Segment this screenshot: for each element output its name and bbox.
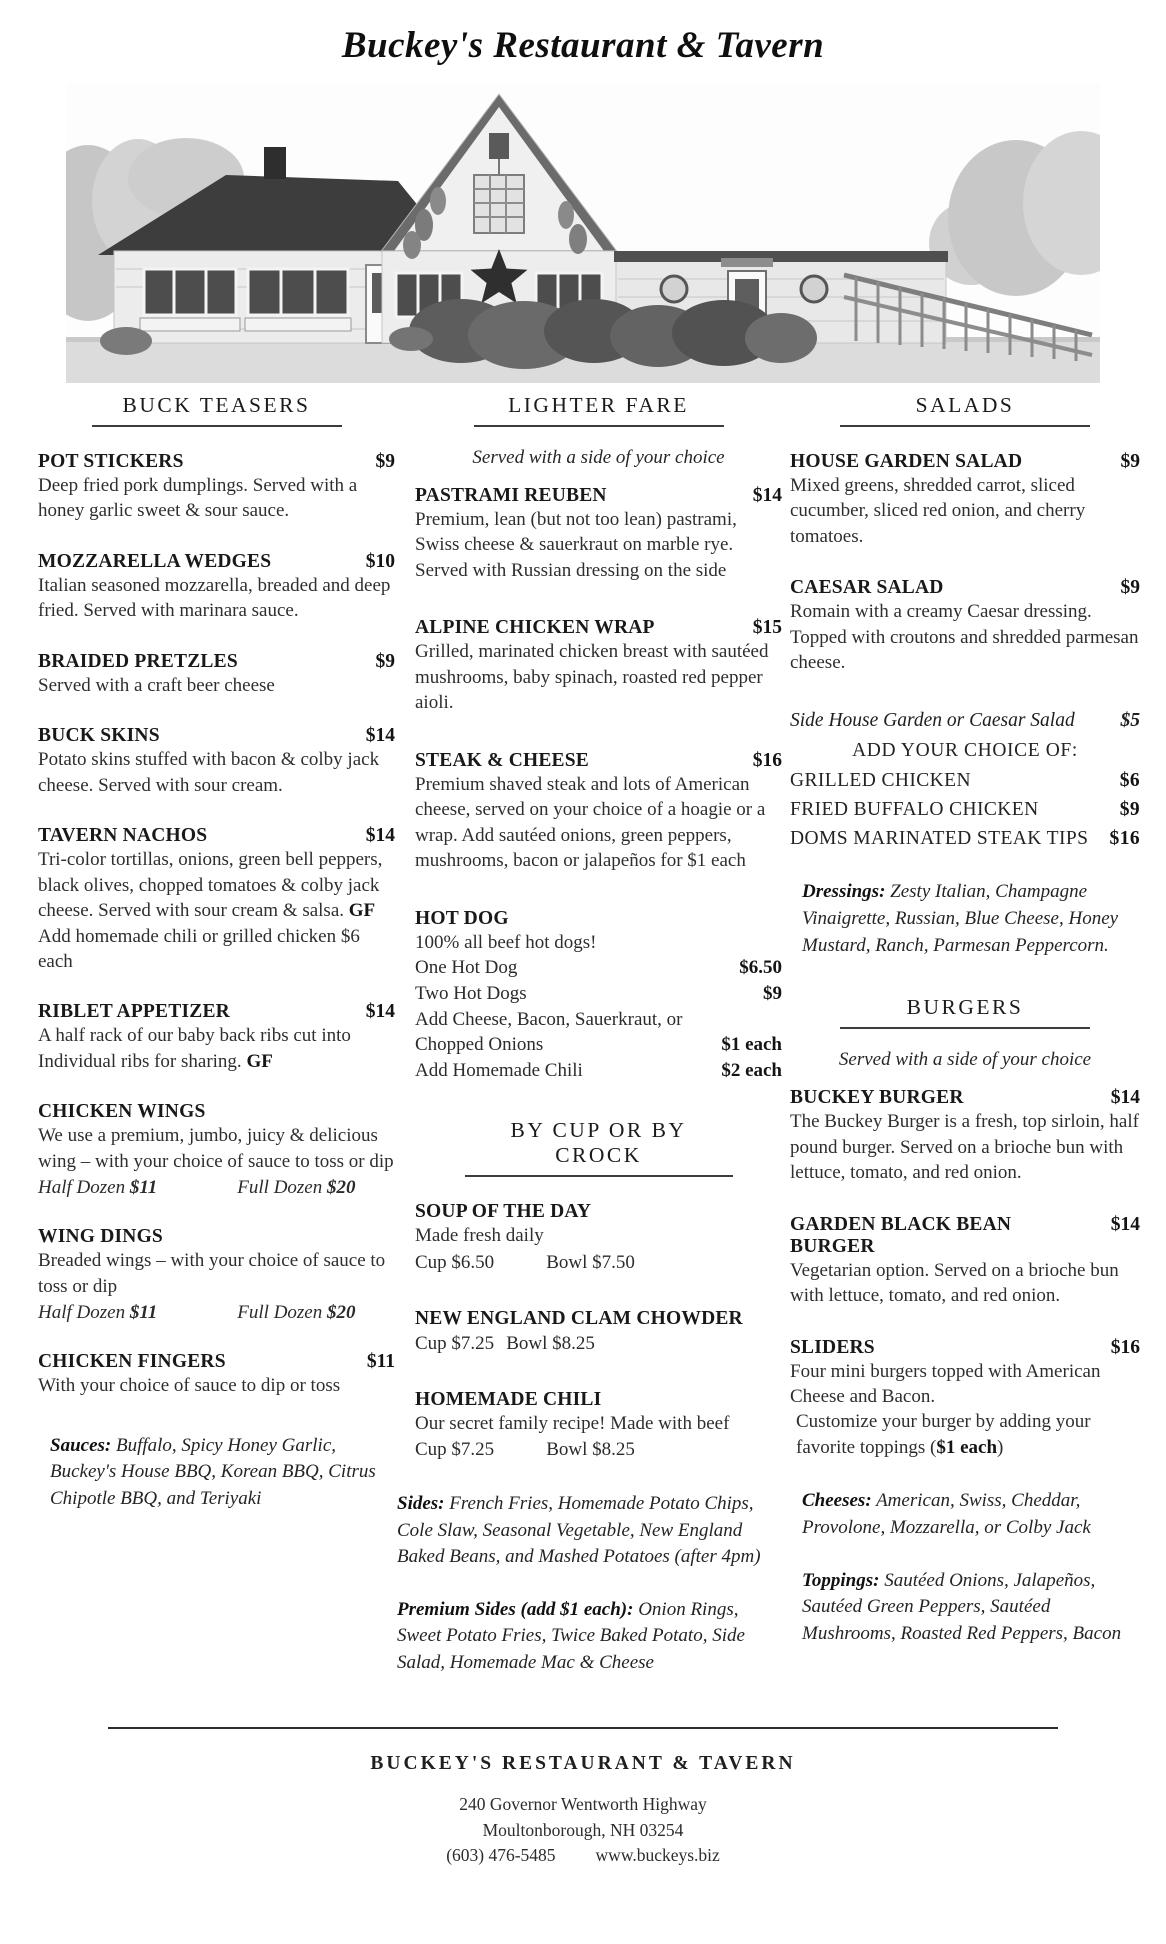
menu-item-buck-skins [38, 725, 395, 798]
size-price: $11 [129, 1302, 158, 1324]
item-price: $16 [752, 749, 782, 771]
bowl-price: Bowl $8.25 [506, 1332, 595, 1354]
item-price: $14 [365, 825, 395, 847]
sides-label: Sides: [397, 1493, 445, 1515]
cup-bowl-prices [415, 1252, 782, 1274]
item-name: NEW ENGLAND CLAM CHOWDER [415, 1307, 743, 1329]
menu-item-buckey-burger [790, 1087, 1140, 1185]
item-price: $14 [1110, 1087, 1140, 1109]
section-header-by-cup-or-crock: BY CUP OR BY CROCK [465, 1118, 733, 1177]
size-label: Half Dozen [38, 1177, 126, 1199]
item-desc: The Buckey Burger is a fresh, top sirloin, half pound burger. Served on a brioche bun with lettuce, tomato, and red onion. [790, 1111, 1139, 1184]
item-name: SOUP OF THE DAY [415, 1201, 592, 1223]
item-name: BRAIDED PRETZLES [38, 650, 238, 672]
menu-item-house-garden-salad [790, 451, 1140, 549]
menu-item-caesar-salad [790, 577, 1140, 675]
item-desc: Vegetarian option. Served on a brioche bun with lettuce, tomato, and red onion. [790, 1259, 1119, 1307]
item-price: $9 [375, 451, 395, 472]
menu-columns [0, 393, 1166, 1677]
item-name: BUCK SKINS [38, 725, 160, 747]
item-name: WING DINGS [38, 1226, 163, 1248]
item-desc [38, 1023, 395, 1074]
add-on-row [790, 795, 1140, 824]
toppings-text: Sautéed Onions, Jalapeños, Sautéed Green Peppers, Sautéed Mushrooms, Roasted Red Peppers, Bacon [802, 1569, 1122, 1644]
item-desc: Premium shaved steak and lots of American cheese, served on your choice of a hoagie or a wrap. Add sautéed onions, green peppers, mushrooms, bacon or jalapeños for $1 each [415, 773, 766, 872]
add-on-label: DOMS MARINATED STEAK TIPS [790, 828, 1089, 850]
menu-item-homemade-chili [415, 1389, 782, 1461]
footer-website: www.buckeys.biz [595, 1844, 720, 1865]
item-desc: Grilled, marinated chicken breast with sautéed mushrooms, baby spinach, roasted red pepper aioli. [415, 641, 769, 714]
footer-contact [0, 1845, 1166, 1866]
column-buck-teasers [38, 393, 395, 1512]
item-desc-text: Add homemade chili or grilled chicken $6 each [38, 925, 360, 972]
full-dozen-option [237, 1302, 355, 1324]
item-price: $16 [1110, 1336, 1140, 1358]
item-desc: Served with a craft beer cheese [38, 674, 275, 696]
dressings-label: Dressings: [802, 881, 886, 903]
item-name: STEAK & CHEESE [415, 749, 590, 771]
column-lighter-fare [397, 393, 782, 1677]
option-label: Add Cheese, Bacon, Sauerkraut, or Chopped Onions [415, 1008, 683, 1056]
cheeses-note [790, 1488, 1140, 1541]
item-desc: Premium, lean (but not too lean) pastrami, Swiss cheese & sauerkraut on marble rye. Served with Russian dressing on the side [415, 509, 737, 581]
item-price: $11 [366, 1351, 395, 1373]
item-name: TAVERN NACHOS [38, 825, 208, 847]
add-on-row [790, 824, 1140, 853]
footer-divider [108, 1727, 1058, 1729]
full-dozen-option [237, 1177, 355, 1199]
section-header-buck-teasers: BUCK TEASERS [92, 393, 342, 427]
menu-item-wing-dings [38, 1226, 395, 1324]
item-name: GARDEN BLACK BEAN BURGER [790, 1213, 1012, 1257]
footer-address [0, 1791, 1166, 1844]
dressings-text: Zesty Italian, Champagne Vinaigrette, Russian, Blue Cheese, Honey Mustard, Ranch, Parmesan Peppercorn. [802, 881, 1119, 956]
item-desc-text: Tri-color tortillas, onions, green bell peppers, black olives, chopped tomatoes & colby jack cheese. Served with sour cream & salsa. [38, 849, 383, 922]
item-desc: Potato skins stuffed with bacon & colby jack cheese. Served with sour cream. [38, 749, 380, 796]
item-name: HOMEMADE CHILI [415, 1388, 602, 1410]
menu-item-steak-and-cheese [415, 750, 782, 874]
menu-item-hot-dog [415, 908, 782, 1085]
hot-dog-option [415, 1007, 782, 1059]
item-desc: Our secret family recipe! Made with beef [415, 1412, 730, 1434]
burgers-note: Served with a side of your choice [838, 1049, 1092, 1071]
item-desc: Breaded wings – with your choice of sauce to toss or dip [38, 1250, 386, 1297]
item-name: RIBLET APPETIZER [38, 1001, 230, 1023]
section-header-lighter-fare: LIGHTER FARE [474, 393, 724, 427]
cheeses-label: Cheeses: [802, 1490, 872, 1512]
item-price: $9 [375, 650, 395, 672]
item-name: ALPINE CHICKEN WRAP [415, 617, 655, 639]
item-name: SLIDERS [790, 1336, 875, 1358]
item-price: $14 [1110, 1213, 1140, 1235]
hot-dog-option [415, 1058, 782, 1084]
sauces-note [38, 1433, 395, 1513]
add-on-price: $9 [1119, 798, 1140, 820]
section-header-burgers: BURGERS [840, 995, 1090, 1029]
hot-dog-option [415, 981, 782, 1007]
item-price: $14 [752, 485, 782, 506]
menu-page [0, 24, 1166, 1944]
menu-item-chicken-fingers [38, 1351, 395, 1398]
cheeses-text: American, Swiss, Cheddar, Provolone, Mozzarella, or Colby Jack [802, 1490, 1091, 1538]
size-label: Full Dozen [237, 1177, 323, 1199]
footer-address-line2: Moultonborough, NH 03254 [482, 1820, 684, 1841]
item-desc-text: A half rack of our baby back ribs cut into Individual ribs for sharing. [38, 1025, 351, 1072]
bowl-price: Bowl $8.25 [546, 1439, 635, 1461]
option-label: One Hot Dog [415, 956, 518, 978]
size-price: $20 [327, 1302, 356, 1324]
menu-item-pot-stickers [38, 451, 395, 524]
premium-sides-note [397, 1597, 782, 1677]
size-label: Half Dozen [38, 1302, 126, 1324]
item-price: $14 [365, 725, 395, 747]
sauces-text: Buffalo, Spicy Honey Garlic, Buckey's House BBQ, Korean BBQ, Citrus Chipotle BBQ, and Teriyaki [50, 1434, 376, 1509]
item-desc: Deep fried pork dumplings. Served with a honey garlic sweet & sour sauce. [38, 475, 358, 522]
item-desc: We use a premium, jumbo, juicy & delicious wing – with your choice of sauce to toss or dip [38, 1125, 394, 1172]
side-salad-label: Side House Garden or Caesar Salad [790, 709, 1075, 731]
cup-bowl-prices [415, 1439, 782, 1461]
add-on-label: GRILLED CHICKEN [790, 769, 971, 791]
lighter-fare-note: Served with a side of your choice [472, 447, 725, 468]
item-name: POT STICKERS [38, 451, 184, 472]
add-on-row [790, 766, 1140, 795]
customize-price: $1 each [936, 1436, 998, 1458]
premium-sides-text: Onion Rings, Sweet Potato Fries, Twice Baked Potato, Side Salad, Homemade Mac & Cheese [397, 1598, 745, 1673]
menu-item-clam-chowder [415, 1308, 782, 1355]
add-on-price: $6 [1119, 769, 1140, 791]
gluten-free-badge: GF [348, 900, 376, 922]
menu-item-alpine-chicken-wrap [415, 617, 782, 715]
footer-restaurant-name: BUCKEY'S RESTAURANT & TAVERN [370, 1753, 796, 1774]
half-dozen-option [38, 1302, 157, 1324]
item-desc-customize [790, 1409, 1140, 1460]
item-name: CHICKEN WINGS [38, 1101, 206, 1123]
sides-text: French Fries, Homemade Potato Chips, Cole Slaw, Seasonal Vegetable, New England Baked Beans, and Mashed Potatoes (after 4pm) [397, 1493, 761, 1568]
column-salads-burgers [790, 393, 1140, 1647]
menu-item-braided-pretzles [38, 651, 395, 698]
item-desc: Made fresh daily [415, 1225, 544, 1247]
item-size-prices [38, 1177, 395, 1199]
option-label: Two Hot Dogs [415, 982, 527, 1004]
side-salad-price: $5 [1120, 709, 1140, 731]
item-desc: Mixed greens, shredded carrot, sliced cucumber, sliced red onion, and cherry tomatoes. [790, 475, 1086, 547]
item-price: $15 [752, 617, 782, 639]
add-choice-heading: ADD YOUR CHOICE OF: [852, 739, 1078, 761]
cup-price: Cup $7.25 [415, 1439, 495, 1461]
sides-note [397, 1491, 782, 1571]
hot-dog-option [415, 955, 782, 981]
item-desc: 100% all beef hot dogs! [415, 931, 597, 953]
menu-item-mozzarella-wedges [38, 551, 395, 624]
footer-phone: (603) 476-5485 [446, 1844, 556, 1865]
item-name: HOUSE GARDEN SALAD [790, 451, 1023, 472]
page-title: Buckey's Restaurant & Tavern [341, 25, 825, 66]
menu-item-riblet-appetizer [38, 1001, 395, 1074]
menu-item-garden-black-bean-burger [790, 1214, 1140, 1309]
cup-bowl-prices [415, 1333, 782, 1355]
item-name: HOT DOG [415, 907, 509, 929]
item-desc: Romain with a creamy Caesar dressing. Topped with croutons and shredded parmesan cheese. [790, 601, 1139, 674]
menu-item-tavern-nachos [38, 825, 395, 974]
menu-item-pastrami-reuben [415, 485, 782, 583]
item-desc [38, 847, 395, 974]
item-price: $10 [365, 550, 395, 572]
restaurant-photo [66, 83, 1100, 383]
sauces-label: Sauces: [50, 1434, 112, 1456]
footer [0, 1727, 1166, 1944]
item-name: CHICKEN FINGERS [38, 1351, 226, 1373]
option-label: Add Homemade Chili [415, 1060, 583, 1082]
item-price: $14 [365, 1001, 395, 1023]
item-desc: Italian seasoned mozzarella, breaded and deep fried. Served with marinara sauce. [38, 574, 391, 622]
option-price: $9 [763, 982, 782, 1004]
gluten-free-badge: GF [246, 1050, 273, 1072]
item-desc: Four mini burgers topped with American Cheese and Bacon. [790, 1360, 1101, 1407]
option-price: $6.50 [739, 956, 782, 978]
item-name: MOZZARELLA WEDGES [38, 550, 272, 572]
premium-sides-label: Premium Sides (add $1 each): [397, 1598, 634, 1620]
footer-address-line1: 240 Governor Wentworth Highway [459, 1794, 707, 1814]
section-header-salads: SALADS [840, 393, 1090, 427]
bowl-price: Bowl $7.50 [546, 1251, 635, 1273]
add-on-price: $16 [1109, 828, 1140, 850]
side-salad-row [790, 710, 1140, 732]
menu-item-soup-of-the-day [415, 1201, 782, 1273]
size-label: Full Dozen [237, 1302, 323, 1324]
menu-item-chicken-wings [38, 1101, 395, 1199]
menu-item-sliders [790, 1337, 1140, 1461]
item-name: CAESAR SALAD [790, 577, 944, 599]
size-price: $11 [129, 1177, 158, 1199]
add-on-label: FRIED BUFFALO CHICKEN [790, 798, 1039, 820]
item-price: $9 [1120, 451, 1140, 472]
item-name: BUCKEY BURGER [790, 1087, 964, 1109]
size-price: $20 [327, 1177, 356, 1199]
item-size-prices [38, 1302, 395, 1324]
option-price: $2 each [721, 1060, 782, 1082]
customize-text-close: ) [997, 1436, 1004, 1458]
cup-price: Cup $7.25 [415, 1332, 495, 1354]
dressings-note [790, 879, 1140, 959]
toppings-note [790, 1568, 1140, 1648]
toppings-label: Toppings: [802, 1569, 880, 1591]
customize-text: Customize your burger by adding your favorite toppings ( [796, 1411, 1091, 1458]
salad-add-ons [790, 766, 1140, 854]
item-desc: With your choice of sauce to dip or toss [38, 1375, 341, 1397]
option-price: $1 each [721, 1034, 782, 1056]
cup-price: Cup $6.50 [415, 1251, 495, 1273]
item-name: PASTRAMI REUBEN [415, 485, 607, 506]
half-dozen-option [38, 1177, 157, 1199]
item-price: $9 [1120, 577, 1140, 599]
